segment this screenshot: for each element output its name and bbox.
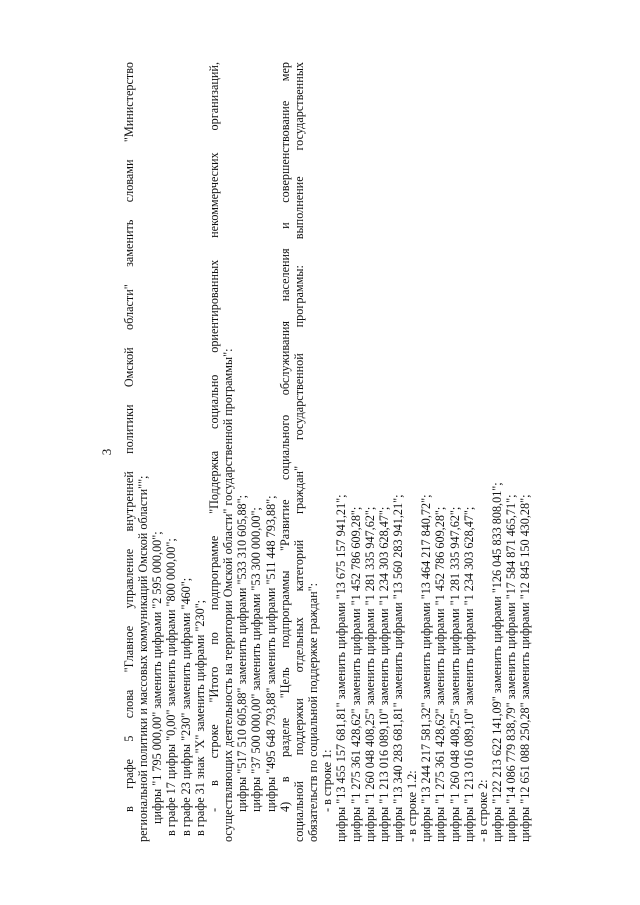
text-line: цифры "1 260 048 408,25" заменить цифрами "1 281 335 947,62"; [447, 506, 462, 842]
text-line: обязательств по социальной поддержке граждан": [306, 582, 321, 842]
text-line: в графе 23 цифры "230" заменить цифрами "460"; [178, 577, 193, 836]
text-line: социальной поддержки отдельных категорий граждан" государственной программы: выполнение государственных [291, 62, 306, 842]
text-line: в графе 31 знак "Х" заменить цифрами "230"; [192, 599, 207, 836]
document-text [122, 62, 533, 842]
text-line: цифры "37 500 000,00" заменить цифрами "53 300 000,00"; [249, 507, 264, 812]
text-line: цифры "1 213 016 089,10" заменить цифрами "1 234 303 628,47"; [376, 506, 391, 842]
page-number: 3 [99, 448, 114, 456]
text-line: в графе 5 слова "Главное управление внутренней политики Омской области" заменить словами "Министерство [122, 62, 136, 812]
text-line: цифры "517 510 605,88" заменить цифрами "533 310 605,88"; [235, 495, 250, 812]
text-line: - в строке 1: [320, 749, 335, 812]
text-line: цифры "1 275 361 428,62" заменить цифрами "1 452 786 609,28"; [348, 506, 363, 842]
text-line: цифры "12 651 088 250,28" заменить цифрами "12 845 150 430,28"; [518, 494, 533, 842]
text-line: - в строке 2: [475, 779, 490, 842]
text-line: 4) в разделе "Цель подпрограммы "Развитие социального обслуживания населения и совершенствование мер [277, 62, 292, 812]
text-line: цифры "122 213 622 141,09" заменить цифрами "126 045 833 808,01"; [490, 482, 505, 842]
document-page [100, 62, 540, 842]
text-line: цифры "13 244 217 581,32" заменить цифрами "13 464 217 840,72"; [419, 494, 434, 842]
text-line: цифры "14 086 779 838,79" заменить цифрами "17 584 871 465,71"; [504, 494, 519, 842]
text-line: цифры "1 213 016 089,10" заменить цифрами "1 234 303 628,47"; [461, 506, 476, 842]
text-line: цифры "13 455 157 681,81" заменить цифрами "13 675 157 941,21"; [334, 494, 349, 842]
text-line: цифры "1 795 000,00" заменить цифрами "2 595 000,00"; [150, 531, 165, 824]
text-line: осуществляющих деятельность на территории Омской области" государственной программы": [221, 348, 236, 842]
text-line: цифры "495 648 793,88" заменить цифрами "511 448 793,88"; [263, 495, 278, 812]
text-line: цифры "1 260 048 408,25" заменить цифрами "1 281 335 947,62"; [362, 506, 377, 842]
text-line: в графе 17 цифры "0,00" заменить цифрами "800 000,00"; [164, 538, 179, 836]
text-line: цифры "13 340 283 681,81" заменить цифрами "13 560 283 941,21"; [390, 494, 405, 842]
text-line: - в строке 1.2: [405, 770, 420, 842]
text-line: - в строке "Итого по подпрограмме "Поддержка социально ориентированных некоммерческих организаций, [206, 62, 221, 812]
text-line: цифры "1 275 361 428,62" заменить цифрами "1 452 786 609,28"; [433, 506, 448, 842]
text-line: региональной политики и массовых коммуникаций Омской области""; [136, 475, 151, 842]
